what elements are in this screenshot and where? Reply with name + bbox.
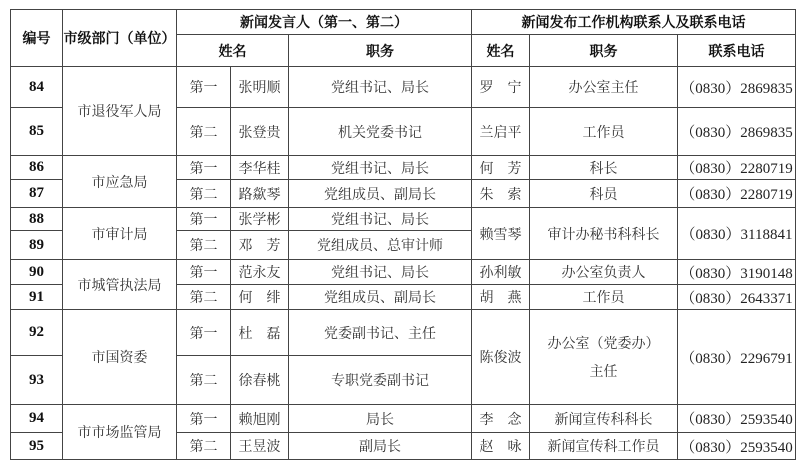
spokesperson-name: 张学彬 (231, 208, 289, 231)
header-contact-name: 姓名 (472, 35, 530, 67)
row-number: 94 (11, 405, 63, 433)
spokesperson-table (10, 9, 796, 460)
spokesperson-position: 专职党委副书记 (289, 356, 472, 405)
contact-position: 审计办秘书科科长 (530, 208, 678, 260)
row-number: 90 (11, 260, 63, 285)
contact-phone: （0830）3118841 (678, 208, 796, 260)
row-number: 89 (11, 231, 63, 260)
spokesperson-name: 杜 磊 (231, 310, 289, 356)
header-phone: 联系电话 (678, 35, 796, 67)
spokesperson-position: 党委副书记、主任 (289, 310, 472, 356)
department: 市城管执法局 (63, 260, 177, 310)
row-number: 84 (11, 67, 63, 108)
contact-phone: （0830）3190148 (678, 260, 796, 285)
spokesperson-position: 党组成员、副局长 (289, 285, 472, 310)
spokesperson-name: 王昱波 (231, 433, 289, 460)
spokesperson-position: 党组成员、总审计师 (289, 231, 472, 260)
spokesperson-name: 何 绯 (231, 285, 289, 310)
row-number: 85 (11, 108, 63, 156)
spokesperson-rank: 第一 (177, 156, 231, 180)
table-row (11, 208, 796, 231)
table-row (11, 67, 796, 108)
spokesperson-rank: 第一 (177, 67, 231, 108)
contact-name: 陈俊波 (472, 310, 530, 405)
contact-name: 赖雪琴 (472, 208, 530, 260)
contact-phone: （0830）2869835 (678, 108, 796, 156)
contact-phone: （0830）2593540 (678, 405, 796, 433)
spokesperson-name: 路歘琴 (231, 180, 289, 208)
spokesperson-position: 副局长 (289, 433, 472, 460)
contact-position-line: 主任 (589, 364, 618, 380)
contact-name: 胡 燕 (472, 285, 530, 310)
spokesperson-rank: 第二 (177, 180, 231, 208)
table-row (11, 405, 796, 433)
header-position: 职务 (289, 35, 472, 67)
contact-name: 赵 咏 (472, 433, 530, 460)
table-row (11, 260, 796, 285)
spokesperson-rank: 第二 (177, 356, 231, 405)
header-name: 姓名 (177, 35, 289, 67)
contact-name: 罗 宁 (472, 67, 530, 108)
spokesperson-name: 李华桂 (231, 156, 289, 180)
row-number: 88 (11, 208, 63, 231)
header-no: 编号 (11, 10, 63, 67)
contact-name: 朱 索 (472, 180, 530, 208)
header-contact-position: 职务 (530, 35, 678, 67)
contact-position: 新闻宣传科工作员 (530, 433, 678, 460)
spokesperson-position: 党组书记、局长 (289, 156, 472, 180)
contact-phone: （0830）2593540 (678, 433, 796, 460)
spokesperson-rank: 第一 (177, 260, 231, 285)
contact-phone: （0830）2280719 (678, 180, 796, 208)
spokesperson-name: 徐春桃 (231, 356, 289, 405)
row-number: 95 (11, 433, 63, 460)
spokesperson-name: 张登贵 (231, 108, 289, 156)
contact-name: 李 念 (472, 405, 530, 433)
contact-position-line: 办公室（党委办） (547, 336, 660, 352)
contact-phone: （0830）2869835 (678, 67, 796, 108)
spokesperson-rank: 第一 (177, 310, 231, 356)
spokesperson-name: 张明顺 (231, 67, 289, 108)
table-row (11, 156, 796, 180)
spokesperson-rank: 第二 (177, 108, 231, 156)
spokesperson-name: 范永友 (231, 260, 289, 285)
contact-name: 孙利敏 (472, 260, 530, 285)
contact-position: 工作员 (530, 285, 678, 310)
spokesperson-position: 党组书记、局长 (289, 67, 472, 108)
row-number: 86 (11, 156, 63, 180)
row-number: 87 (11, 180, 63, 208)
contact-name: 何 芳 (472, 156, 530, 180)
department: 市市场监管局 (63, 405, 177, 460)
spokesperson-name: 赖旭刚 (231, 405, 289, 433)
header-spokesperson: 新闻发言人（第一、第二） (177, 10, 472, 35)
contact-position: 科员 (530, 180, 678, 208)
row-number: 92 (11, 310, 63, 356)
contact-phone: （0830）2280719 (678, 156, 796, 180)
spokesperson-position: 党组书记、局长 (289, 260, 472, 285)
contact-position: 办公室负责人 (530, 260, 678, 285)
contact-position: 工作员 (530, 108, 678, 156)
contact-name: 兰启平 (472, 108, 530, 156)
row-number: 91 (11, 285, 63, 310)
spokesperson-rank: 第二 (177, 285, 231, 310)
contact-position: 新闻宣传科科长 (530, 405, 678, 433)
contact-position: 科长 (530, 156, 678, 180)
contact-position: 办公室主任 (530, 67, 678, 108)
department: 市审计局 (63, 208, 177, 260)
department: 市退役军人局 (63, 67, 177, 156)
spokesperson-rank: 第一 (177, 405, 231, 433)
row-number: 93 (11, 356, 63, 405)
spokesperson-position: 党组书记、局长 (289, 208, 472, 231)
spokesperson-rank: 第二 (177, 433, 231, 460)
spokesperson-position: 机关党委书记 (289, 108, 472, 156)
spokesperson-position: 局长 (289, 405, 472, 433)
contact-phone: （0830）2296791 (678, 310, 796, 405)
spokesperson-position: 党组成员、副局长 (289, 180, 472, 208)
table-row (11, 310, 796, 356)
contact-phone: （0830）2643371 (678, 285, 796, 310)
spokesperson-rank: 第二 (177, 231, 231, 260)
spokesperson-name: 邓 芳 (231, 231, 289, 260)
contact-position (530, 310, 678, 405)
department: 市应急局 (63, 156, 177, 208)
header-contact: 新闻发布工作机构联系人及联系电话 (472, 10, 796, 35)
spokesperson-rank: 第一 (177, 208, 231, 231)
header-dept: 市级部门（单位） (63, 10, 177, 67)
department: 市国资委 (63, 310, 177, 405)
